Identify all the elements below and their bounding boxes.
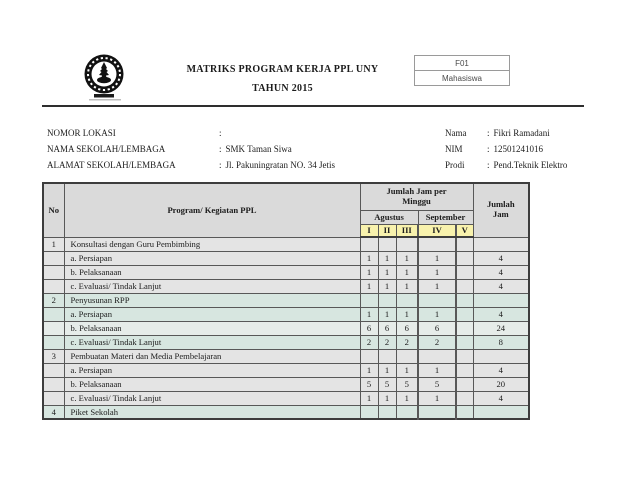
info-row-nama [445, 128, 550, 138]
week-cell: 1 [378, 265, 396, 279]
week-cell: 1 [396, 307, 418, 321]
week-cell [378, 293, 396, 307]
col-header-september: September [418, 210, 473, 224]
uny-emblem-icon [83, 53, 127, 103]
week-cell [456, 349, 473, 363]
week-cell: 1 [396, 251, 418, 265]
col-header-no: No [43, 183, 64, 237]
week-cell: 1 [378, 307, 396, 321]
info-row-alamat-sekolah [47, 160, 335, 170]
table-row [43, 237, 529, 251]
total-cell: 4 [473, 265, 529, 279]
table-row [43, 377, 529, 391]
row-no: 1 [43, 237, 64, 251]
week-cell [456, 279, 473, 293]
week-cell [360, 237, 378, 251]
week-cell [418, 293, 456, 307]
row-label: Konsultasi dengan Guru Pembimbing [64, 237, 360, 251]
info-colon: : [487, 144, 490, 154]
row-no [43, 391, 64, 405]
week-cell: 6 [360, 321, 378, 335]
col-header-week-4: IV [418, 224, 456, 237]
col-header-week-1: I [360, 224, 378, 237]
row-label: a. Persiapan [64, 251, 360, 265]
week-cell [396, 349, 418, 363]
info-value: Pend.Teknik Elektro [493, 160, 568, 170]
row-no [43, 335, 64, 349]
week-cell: 1 [418, 265, 456, 279]
form-audience: Mahasiswa [441, 73, 482, 83]
row-label: b. Pelaksanaan [64, 377, 360, 391]
row-no: 4 [43, 405, 64, 419]
week-cell: 1 [378, 363, 396, 377]
table-header [43, 183, 529, 237]
table-row [43, 307, 529, 321]
row-label: Pembuatan Materi dan Media Pembelajaran [64, 349, 360, 363]
total-cell [473, 349, 529, 363]
week-cell: 2 [378, 335, 396, 349]
info-colon: : [219, 160, 222, 170]
week-cell [456, 405, 473, 419]
week-cell: 1 [396, 279, 418, 293]
week-cell: 1 [378, 391, 396, 405]
table-row [43, 265, 529, 279]
col-header-jam-per-minggu: Jumlah Jam per Minggu [360, 183, 473, 210]
table-row [43, 363, 529, 377]
row-no: 3 [43, 349, 64, 363]
row-label: Piket Sekolah [64, 405, 360, 419]
week-cell: 1 [378, 251, 396, 265]
table-row [43, 349, 529, 363]
week-cell: 1 [378, 279, 396, 293]
week-cell: 1 [418, 307, 456, 321]
info-colon: : [219, 144, 222, 154]
total-cell: 8 [473, 335, 529, 349]
table-row [43, 293, 529, 307]
week-cell [456, 265, 473, 279]
col-header-week-3: III [396, 224, 418, 237]
week-cell: 1 [360, 279, 378, 293]
info-label: NIM [445, 144, 463, 154]
uny-logo [83, 53, 127, 103]
week-cell [360, 349, 378, 363]
row-no [43, 251, 64, 265]
row-label: b. Pelaksanaan [64, 265, 360, 279]
info-label: ALAMAT SEKOLAH/LEMBAGA [47, 160, 176, 170]
col-header-program: Program/ Kegiatan PPL [64, 183, 360, 237]
week-cell [456, 335, 473, 349]
info-colon: : [487, 160, 490, 170]
row-label: b. Pelaksanaan [64, 321, 360, 335]
week-cell: 1 [418, 251, 456, 265]
week-cell: 1 [396, 265, 418, 279]
info-colon: : [487, 128, 490, 138]
row-label: c. Evaluasi/ Tindak Lanjut [64, 279, 360, 293]
week-cell: 2 [396, 335, 418, 349]
col-header-week-5: V [456, 224, 473, 237]
info-colon: : [219, 128, 222, 138]
week-cell: 1 [418, 363, 456, 377]
week-cell: 6 [396, 321, 418, 335]
table-row [43, 335, 529, 349]
row-no [43, 279, 64, 293]
week-cell: 2 [418, 335, 456, 349]
total-cell: 20 [473, 377, 529, 391]
document-title [155, 64, 410, 94]
week-cell: 1 [360, 307, 378, 321]
row-label: c. Evaluasi/ Tindak Lanjut [64, 335, 360, 349]
week-cell [360, 293, 378, 307]
total-cell [473, 293, 529, 307]
col-header-jumlah-jam: Jumlah Jam [473, 183, 529, 237]
week-cell [378, 237, 396, 251]
week-cell: 2 [360, 335, 378, 349]
week-cell [456, 293, 473, 307]
week-cell [456, 251, 473, 265]
info-row-nama-sekolah [47, 144, 292, 154]
info-row-nomor-lokasi [47, 128, 226, 138]
total-cell [473, 237, 529, 251]
week-cell [396, 405, 418, 419]
info-label: NAMA SEKOLAH/LEMBAGA [47, 144, 166, 154]
week-cell [378, 405, 396, 419]
table-body [43, 237, 529, 419]
week-cell: 5 [360, 377, 378, 391]
week-cell [396, 293, 418, 307]
table-row [43, 321, 529, 335]
row-no [43, 265, 64, 279]
col-header-agustus: Agustus [360, 210, 418, 224]
info-label: Nama [445, 128, 467, 138]
week-cell [418, 349, 456, 363]
info-value: Jl. Pakuningratan NO. 34 Jetis [225, 160, 336, 170]
week-cell: 5 [378, 377, 396, 391]
week-cell [456, 391, 473, 405]
week-cell [456, 377, 473, 391]
row-label: Penyusunan RPP [64, 293, 360, 307]
info-row-prodi [445, 160, 567, 170]
total-cell [473, 405, 529, 419]
row-no [43, 321, 64, 335]
week-cell [396, 237, 418, 251]
table-row [43, 391, 529, 405]
header-separator-line [42, 105, 584, 107]
info-value: 12501241016 [493, 144, 544, 154]
week-cell: 1 [396, 391, 418, 405]
week-cell: 5 [396, 377, 418, 391]
total-cell: 4 [473, 391, 529, 405]
info-row-nim [445, 144, 543, 154]
info-value: Fikri Ramadani [493, 128, 550, 138]
info-value: SMK Taman Siwa [225, 144, 292, 154]
week-cell [456, 363, 473, 377]
week-cell: 1 [396, 363, 418, 377]
total-cell: 4 [473, 279, 529, 293]
row-no [43, 377, 64, 391]
total-cell: 4 [473, 307, 529, 321]
row-label: a. Persiapan [64, 363, 360, 377]
week-cell [456, 237, 473, 251]
week-cell: 1 [360, 251, 378, 265]
col-header-week-2: II [378, 224, 396, 237]
week-cell: 1 [418, 279, 456, 293]
row-no: 2 [43, 293, 64, 307]
total-cell: 4 [473, 251, 529, 265]
form-code-box [414, 55, 510, 86]
row-label: a. Persiapan [64, 307, 360, 321]
week-cell: 5 [418, 377, 456, 391]
week-cell: 1 [360, 265, 378, 279]
program-matrix-table [42, 182, 530, 420]
week-cell [456, 321, 473, 335]
total-cell: 4 [473, 363, 529, 377]
row-no [43, 307, 64, 321]
total-cell: 24 [473, 321, 529, 335]
week-cell: 6 [378, 321, 396, 335]
week-cell [360, 405, 378, 419]
table-row [43, 405, 529, 419]
week-cell [456, 307, 473, 321]
week-cell: 6 [418, 321, 456, 335]
info-label: NOMOR LOKASI [47, 128, 116, 138]
title-line-1: MATRIKS PROGRAM KERJA PPL UNY [186, 64, 379, 75]
info-label: Prodi [445, 160, 465, 170]
week-cell: 1 [360, 363, 378, 377]
title-line-2: TAHUN 2015 [252, 83, 313, 94]
week-cell: 1 [418, 391, 456, 405]
week-cell: 1 [360, 391, 378, 405]
table-row [43, 251, 529, 265]
row-no [43, 363, 64, 377]
week-cell [378, 349, 396, 363]
table-row [43, 279, 529, 293]
row-label: c. Evaluasi/ Tindak Lanjut [64, 391, 360, 405]
week-cell [418, 405, 456, 419]
week-cell [418, 237, 456, 251]
form-code: F01 [415, 56, 509, 71]
